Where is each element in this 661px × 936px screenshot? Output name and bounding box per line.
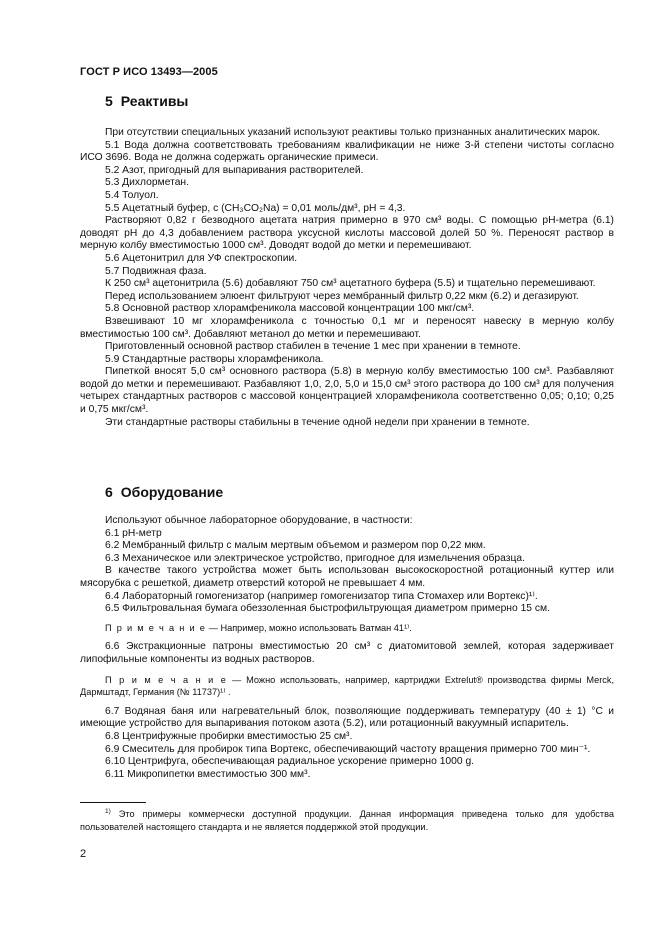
note-1 [80, 622, 614, 635]
paragraph: 5.3 Дихлорметан. [105, 177, 189, 189]
note-text: — Например, можно использовать Ватман 41¹⁾. [206, 622, 412, 633]
note-label: П р и м е ч а н и е [105, 674, 228, 685]
paragraph: 6.4 Лабораторный гомогенизатор (например гомогенизатор типа Стомахер или Вортекс)¹⁾. [105, 590, 538, 602]
section-6-body [80, 515, 614, 781]
paragraph: 5.7 Подвижная фаза. [105, 265, 207, 277]
paragraph: 6.6 Экстракционные патроны вместимостью 20 см³ с диатомитовой землей, которая задерживает липофильные компоненты из водных растворов. [80, 641, 614, 665]
note-label: П р и м е ч а н и е [105, 622, 207, 633]
paragraph: 6.5 Фильтровальная бумага обеззоленная быстрофильтрующая диаметром примерно 15 см. [105, 603, 550, 615]
section-5-number: 5 [105, 93, 113, 109]
paragraph: 5.8 Основной раствор хлорамфеникола массовой концентрации 100 мкг/см³. [105, 303, 475, 315]
paragraph: 6.2 Мембранный фильтр с малым мертвым объемом и размером пор 0,22 мкм. [105, 540, 486, 552]
paragraph: Приготовленный основной раствор стабилен в течение 1 мес при хранении в темноте. [105, 341, 521, 353]
paragraph: Перед использованием элюент фильтруют через мембранный фильтр 0,22 мкм (6.2) и дегазируют. [105, 290, 579, 302]
paragraph: 6.9 Смеситель для пробирок типа Вортекс, обеспечивающий частоту вращения примерно 700 мин⁻¹. [105, 743, 591, 755]
section-6-number: 6 [105, 484, 113, 500]
paragraph: 6.8 Центрифужные пробирки вместимостью 25 см³. [105, 730, 353, 742]
paragraph: 6.10 Центрифуга, обеспечивающая радиальное ускорение примерно 1000 g. [105, 756, 475, 768]
paragraph: 6.11 Микропипетки вместимостью 300 мм³. [105, 768, 311, 780]
paragraph: Эти стандартные растворы стабильны в течение одной недели при хранении в темноте. [105, 416, 530, 428]
paragraph: Растворяют 0,82 г безводного ацетата натрия примерно в 970 см³ воды. С помощью pH-метра (6.1) доводят pH до 4,3 добавлением раствора уксусной кислоты массовой долей 50 %. Переносят раствор в мерную колбу вместимостью 1000 см³. Доводят водой до метки и перемешивают. [80, 215, 614, 252]
section-6-title: Оборудование [120, 484, 224, 500]
paragraph: 6.7 Водяная баня или нагревательный блок, позволяющие поддерживать температуру (40 ± 1) °С и имеющие устройство для выпаривания потоком азота (5.2), или ротационный вакуумный испаритель. [80, 705, 614, 730]
paragraph: 5.4 Толуол. [105, 189, 159, 201]
paragraph: Используют обычное лабораторное оборудование, в частности: [105, 515, 413, 526]
note-2 [80, 674, 614, 699]
page-number: 2 [80, 848, 87, 860]
paragraph: Пипеткой вносят 5,0 см³ основного раствора (5.8) в мерную колбу вместимостью 100 см³. Разбавляют водой до метки и перемешивают. Разбавляют 1,0, 2,0, 5,0 и 15,0 см³ этого раствора до 100 см³ для получения четырех стандартных растворов с массовой концентрацией хлорамфеникола соответственно 0,05; 0,10; 0,25 и 0,75 мкг/см³. [80, 366, 614, 416]
paragraph: К 250 см³ ацетонитрила (5.6) добавляют 750 см³ ацетатного буфера (5.5) и тщательно перемешивают. [105, 278, 596, 290]
paragraph: 6.3 Механическое или электрическое устройство, пригодное для измельчения образца. [105, 552, 525, 564]
section-5-body [80, 127, 614, 429]
note-text: — Можно использовать, например, картриджи Extrelut® производства фирмы Merck, Дармштадт, Германия (№ 11737)¹⁾ . [80, 674, 614, 698]
paragraph: 5.9 Стандартные растворы хлорамфеникола. [105, 353, 324, 365]
paragraph: 5.1 Вода должна соответствовать требованиям квалификации не ниже 3-й степени чистоты согласно ИСО 3696. Вода не должна содержать органические примеси. [80, 139, 614, 164]
document-header: ГОСТ Р ИСО 13493—2005 [80, 66, 218, 78]
paragraph: 5.2 Азот, пригодный для выпаривания растворителей. [105, 164, 364, 176]
section-5-heading [105, 93, 188, 109]
paragraph: 5.6 Ацетонитрил для УФ спектроскопии. [105, 252, 298, 264]
paragraph: 5.5 Ацетатный буфер, с (CH₃CO₂Na) = 0,01 моль/дм³, pH = 4,3. [105, 202, 406, 214]
paragraph: В качестве такого устройства может быть использован высокоскоростной ротационный куттер или мясорубка с решеткой, диаметр отверстий которой не превышает 4 мм. [80, 565, 614, 589]
footnote-text: Это примеры коммерчески доступной продукции. Данная информация приведена только для удобства пользователей настоящего стандарта и не является поддержкой этой продукции. [80, 809, 614, 832]
paragraph: Взвешивают 10 мг хлорамфеникола с точностью 0,1 мг и переносят навеску в мерную колбу вместимостью 100 см³. Добавляют метанол до метки и перемешивают. [80, 315, 614, 340]
paragraph: При отсутствии специальных указаний используют реактивы только признанных аналитических марок. [105, 127, 601, 138]
footnote-marker: 1) [105, 807, 111, 815]
section-5-title: Реактивы [120, 93, 189, 109]
section-6-heading [105, 484, 223, 500]
footnote [80, 808, 614, 833]
paragraph: 6.1 pH-метр [105, 527, 162, 539]
footnote-divider [80, 802, 146, 803]
